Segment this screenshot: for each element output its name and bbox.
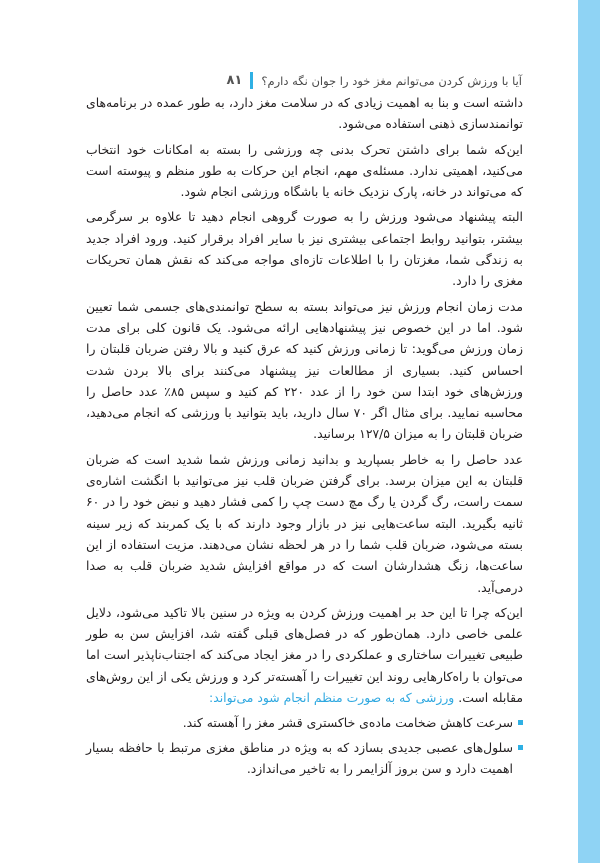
paragraph: مدت زمان انجام ورزش نیز می‌تواند بسته به سطح توانمندی‌های جسمی شما تعیین شود. اما در این خصوص نیز پیشنهادهایی ارائه می‌شود. یک قانون کلی برای مدت زمان ورزش می‌گوید: تا زمانی ورزش کنید که عرق کنید و بالا رفتن ضربان قلبتان را احساس کنید. بسیاری از مطالعات نیز پیشنهاد می‌کنند برای بالا بردن شدت ورزش‌های خود ابتدا سن خود را از عدد ۲۲۰ کم کنید و سپس ۸۵٪ عدد حاصل را محاسبه نمایید. برای مثال اگر ۷۰ سال دارید، باید بتوانید با ورزشی که انجام می‌دهید، ضربان قلبتان را به میزان ۱۲۷/۵ برسانید. [86, 298, 523, 442]
page-number: ۸۱ [226, 73, 243, 88]
bullet-square-icon [518, 745, 523, 750]
paragraph: داشته است و بنا به اهمیت زیادی که در سلامت مغز دارد، به طور عمده در برنامه‌های توانمندسازی ذهنی استفاده می‌شود. [86, 95, 523, 132]
body-text [86, 92, 523, 782]
running-header [90, 72, 522, 89]
side-color-strip [578, 0, 600, 863]
list-item-text: سرعت کاهش ضخامت ماده‌ی خاکستری قشر مغز را آهسته کند. [182, 715, 513, 731]
paragraph: عدد حاصل را به خاطر بسپارید و بدانید زمانی ورزش شما شدید است که ضربان قلبتان به این میزان برسد. برای گرفتن ضربان قلب نیز می‌توانید با انگشت اشاره‌ی سمت راست، رگ گردن یا رگ مچ دست چپ را کمی فشار دهید و نبض خود را در ۶۰ ثانیه بگیرید. البته ساعت‌هایی نیز در بازار وجود دارند که با یک کمربند که زیر سینه بسته می‌شود، ضربان قلب شما را در هر لحظه نشان می‌دهند. مزیت استفاده از این ساعت‌ها، زنگ هشدارشان است که در مواقع افزایش شدید ضربان قلب به صدا درمی‌آید. [86, 451, 523, 595]
paragraph: البته پیشنهاد می‌شود ورزش را به صورت گروهی انجام دهید تا علاوه بر سرگرمی بیشتر، بتوانید روابط اجتماعی بیشتری نیز با سایر افراد برقرار کنید. ورود افراد جدید به زندگی شما، مغزتان را با اطلاعات تازه‌ای مواجه می‌کند که نقش همان تحریکات مغزی را دارد. [86, 209, 523, 289]
chapter-title: آیا با ورزش کردن می‌توانم مغز خود را جوان نگه دارم؟ [261, 73, 522, 88]
list-item-text: سلول‌های عصبی جدیدی بسازد که به ویژه در مناطق مغزی مرتبط با حافظه بسیار اهمیت دارد و سن بروز آلزایمر را به تاخیر می‌اندازد. [86, 739, 513, 776]
list-item [86, 712, 523, 733]
paragraph [86, 602, 523, 708]
list-item [86, 737, 523, 780]
header-divider [250, 72, 253, 89]
bullet-square-icon [518, 720, 523, 725]
highlighted-text: ورزشی که به صورت منظم انجام شود می‌تواند: [209, 690, 455, 706]
paragraph-text: این‌که چرا تا این حد بر اهمیت ورزش کردن به ویژه در سنین بالا تاکید می‌شود، دلایل علمی خاصی دارد. همان‌طور که در فصل‌های قبلی گفته شد، افزایش سن به طور طبیعی تغییرات ساختاری و عملکردی را در مغز ایجاد می‌کند که اجتناب‌ناپذیر است اما می‌توان با راه‌کارهایی روند این تغییرات را آهسته‌تر کرد و ورزش یکی از این روش‌های مقابله است. [86, 604, 523, 706]
paragraph: این‌که شما برای داشتن تحرک بدنی چه ورزشی را بسته به امکانات خود انتخاب می‌کنید، اهمیتی ندارد. مسئله‌ی مهم، انجام این حرکات به طور منظم و پیوسته است که می‌تواند در خانه، پارک نزدیک خانه یا باشگاه ورزشی انجام شود. [86, 141, 523, 200]
